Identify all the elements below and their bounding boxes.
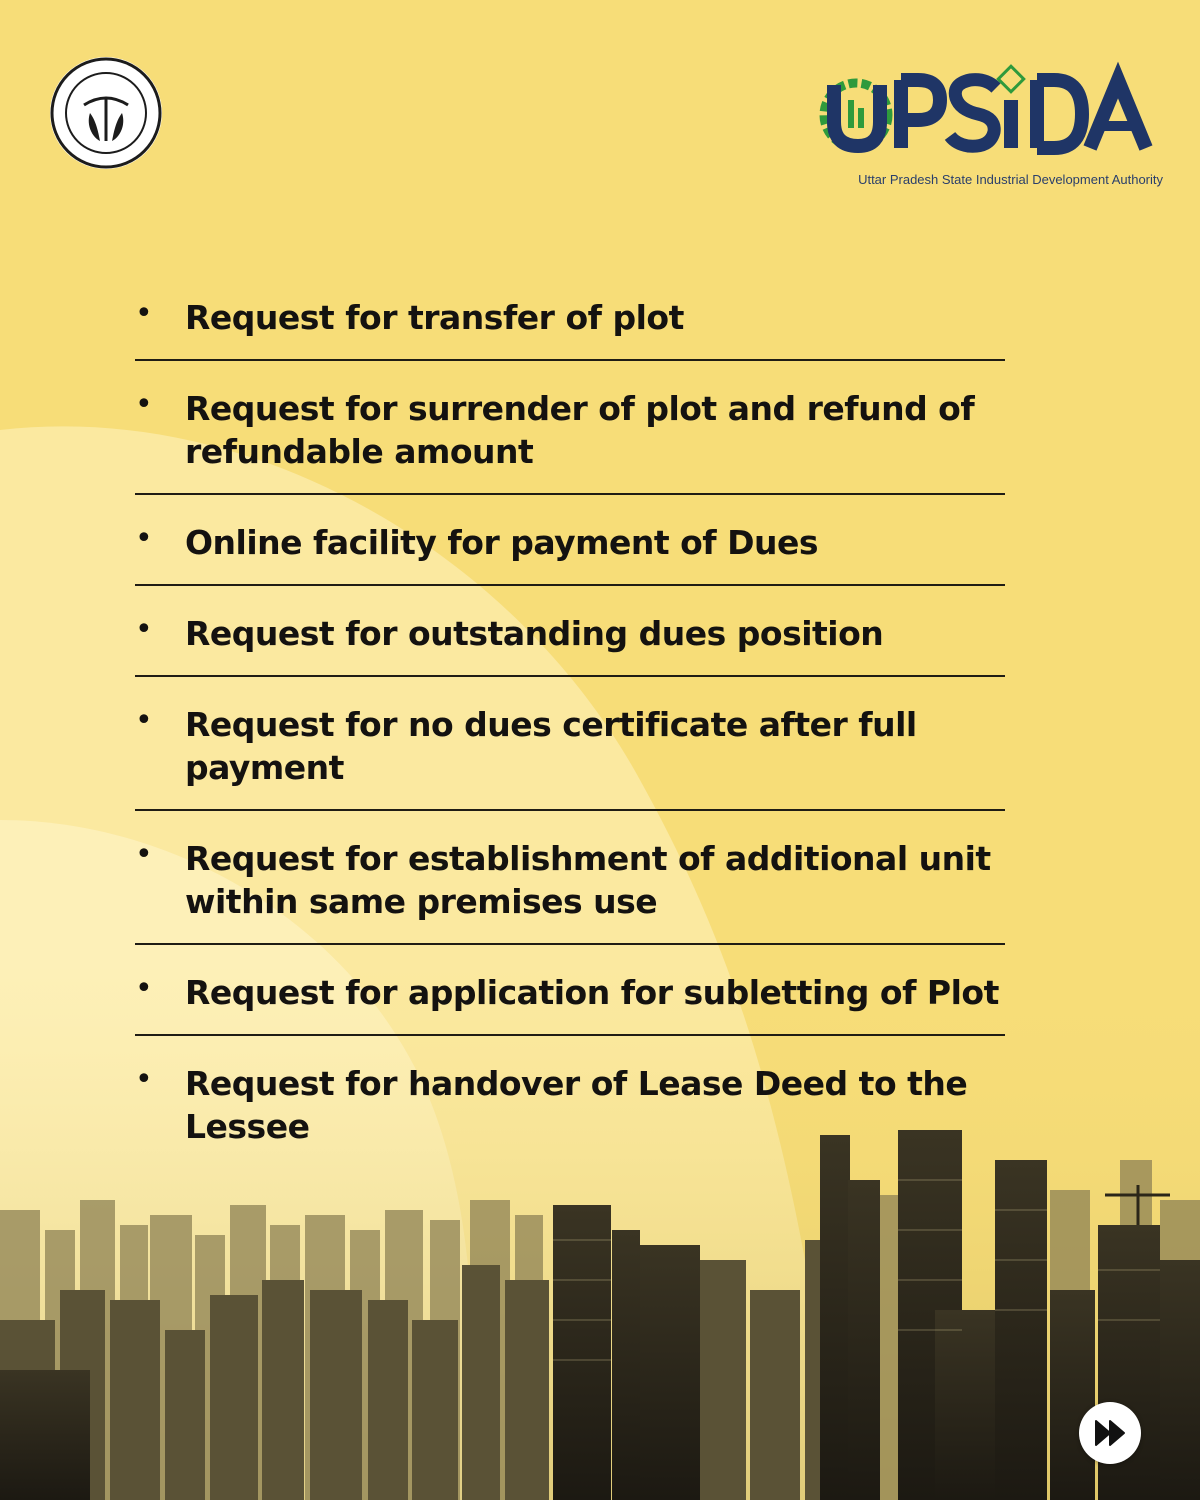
uttar-pradesh-emblem-icon xyxy=(48,55,164,171)
list-item xyxy=(135,697,1005,811)
list-item-text: • Request for establishment of additional unit within same premises use xyxy=(185,839,991,921)
government-emblem xyxy=(48,55,164,171)
list-item xyxy=(135,515,1005,586)
list-item-text: • Request for transfer of plot xyxy=(185,298,684,337)
upsida-wordmark-icon xyxy=(818,60,1163,160)
list-item-text: • Request for no dues certificate after full payment xyxy=(185,705,917,787)
upsida-subtitle: Uttar Pradesh State Industrial Development Authority xyxy=(858,172,1163,187)
list-item xyxy=(135,381,1005,495)
list-item-text: • Request for outstanding dues position xyxy=(185,614,884,653)
list-item xyxy=(135,606,1005,677)
next-slide-button[interactable] xyxy=(1079,1402,1141,1464)
upsida-logo xyxy=(818,60,1163,195)
fast-forward-icon xyxy=(1094,1419,1126,1447)
list-item-text: • Request for application for subletting of Plot xyxy=(185,973,999,1012)
services-list xyxy=(135,290,1005,1188)
list-item xyxy=(135,965,1005,1036)
list-item-text: • Online facility for payment of Dues xyxy=(185,523,819,562)
list-item xyxy=(135,1056,1005,1168)
list-item xyxy=(135,831,1005,945)
list-item-text: • Request for surrender of plot and refund of refundable amount xyxy=(185,389,975,471)
list-item-text: • Request for handover of Lease Deed to the Lessee xyxy=(185,1064,968,1146)
list-item xyxy=(135,290,1005,361)
